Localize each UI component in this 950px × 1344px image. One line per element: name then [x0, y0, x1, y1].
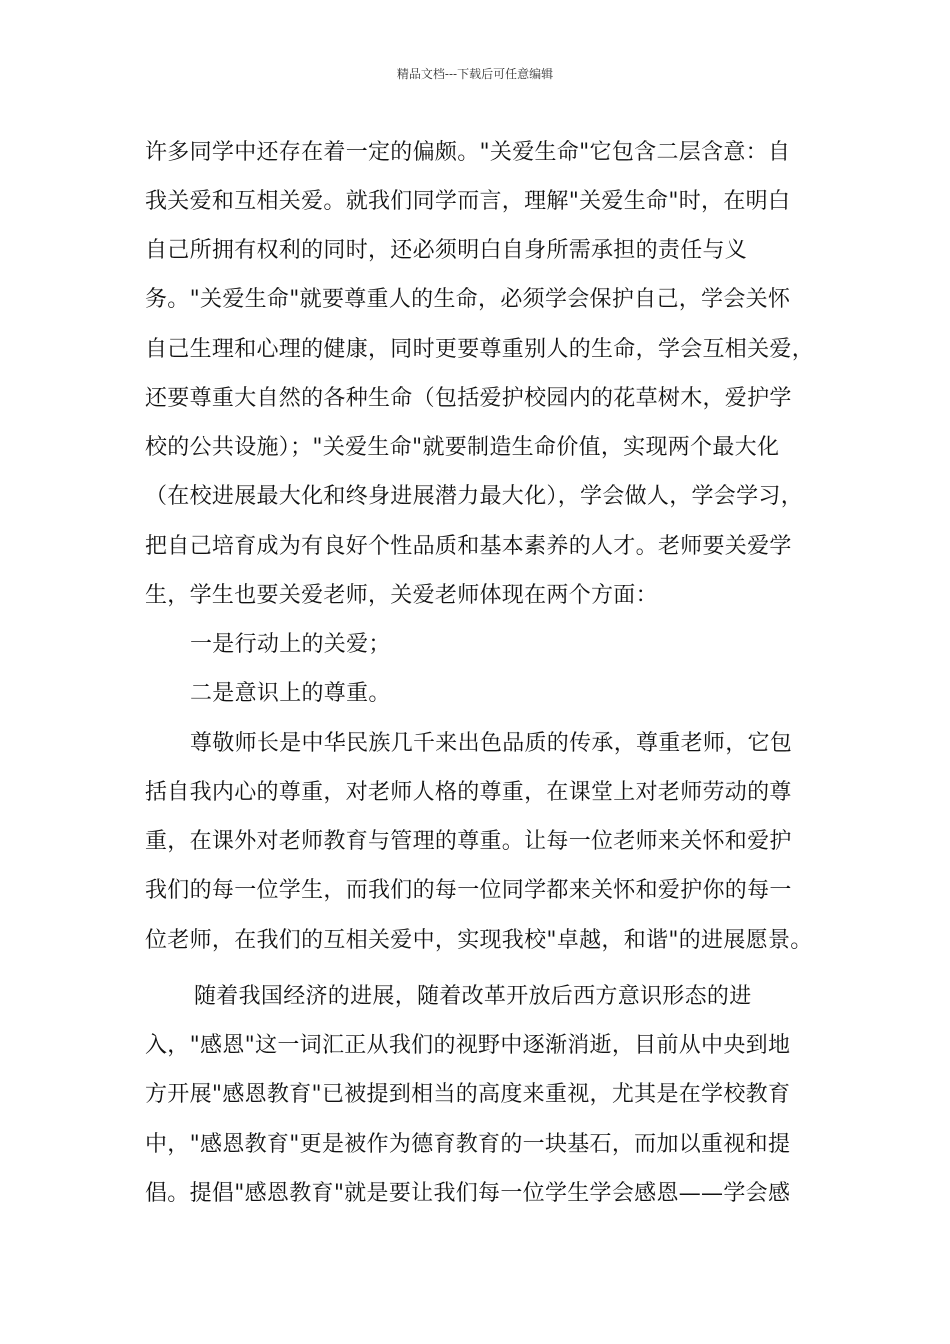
text-line: 括自我内心的尊重，对老师人格的尊重，在课堂上对老师劳动的尊 [145, 780, 792, 805]
text-line: 位老师，在我们的互相关爱中，实现我校"卓越，和谐"的进展愿景。 [145, 928, 813, 953]
text-line: 倡。提倡"感恩教育"就是要让我们每一位学生学会感恩——学会感 [145, 1181, 791, 1206]
text-line: 许多同学中还存在着一定的偏颇。"关爱生命"它包含二层含意：自 [145, 140, 791, 165]
text-line: 方开展"感恩教育"已被提到相当的高度来重视，尤其是在学校教育 [145, 1082, 791, 1107]
text-line: 生，学生也要关爱老师，关爱老师体现在两个方面： [145, 583, 658, 608]
text-line: 中，"感恩教育"更是被作为德育教育的一块基石，而加以重视和提 [145, 1132, 791, 1157]
text-line: 我们的每一位学生，而我们的每一位同学都来关怀和爱护你的每一 [145, 878, 792, 903]
text-line: 自己生理和心理的健康，同时更要尊重别人的生命，学会互相关爱， [145, 337, 815, 362]
text-line: 重，在课外对老师教育与管理的尊重。让每一位老师来关怀和爱护 [145, 829, 792, 854]
text-line: 尊敬师长是中华民族几千来出色品质的传承，尊重老师，它包 [190, 731, 793, 756]
text-line: 务。"关爱生命"就要尊重人的生命，必须学会保护自己，学会关怀 [145, 287, 791, 312]
text-line: 校的公共设施）；"关爱生命"就要制造生命价值，实现两个最大化 [145, 435, 780, 460]
text-line: 自己所拥有权利的同时，还必须明白自身所需承担的责任与义 [145, 238, 748, 263]
text-line: 把自己培育成为有良好个性品质和基本素养的人才。老师要关爱学 [145, 534, 792, 559]
text-line: （在校进展最大化和终身进展潜力最大化），学会做人，学会学习， [145, 484, 804, 509]
page-header: 精品文档---下载后可任意编辑 [396, 67, 554, 81]
text-line: 还要尊重大自然的各种生命（包括爱护校园内的花草树木，爱护学 [145, 386, 792, 411]
text-line: 二是意识上的尊重。 [190, 681, 391, 706]
text-line: 随着我国经济的进展，随着改革开放后西方意识形态的进 [194, 984, 752, 1009]
text-line: 我关爱和互相关爱。就我们同学而言，理解"关爱生命"时，在明白 [145, 189, 791, 214]
text-line: 入，"感恩"这一词汇正从我们的视野中逐渐消逝，目前从中央到地 [145, 1033, 791, 1058]
text-line: 一是行动上的关爱； [190, 632, 391, 657]
